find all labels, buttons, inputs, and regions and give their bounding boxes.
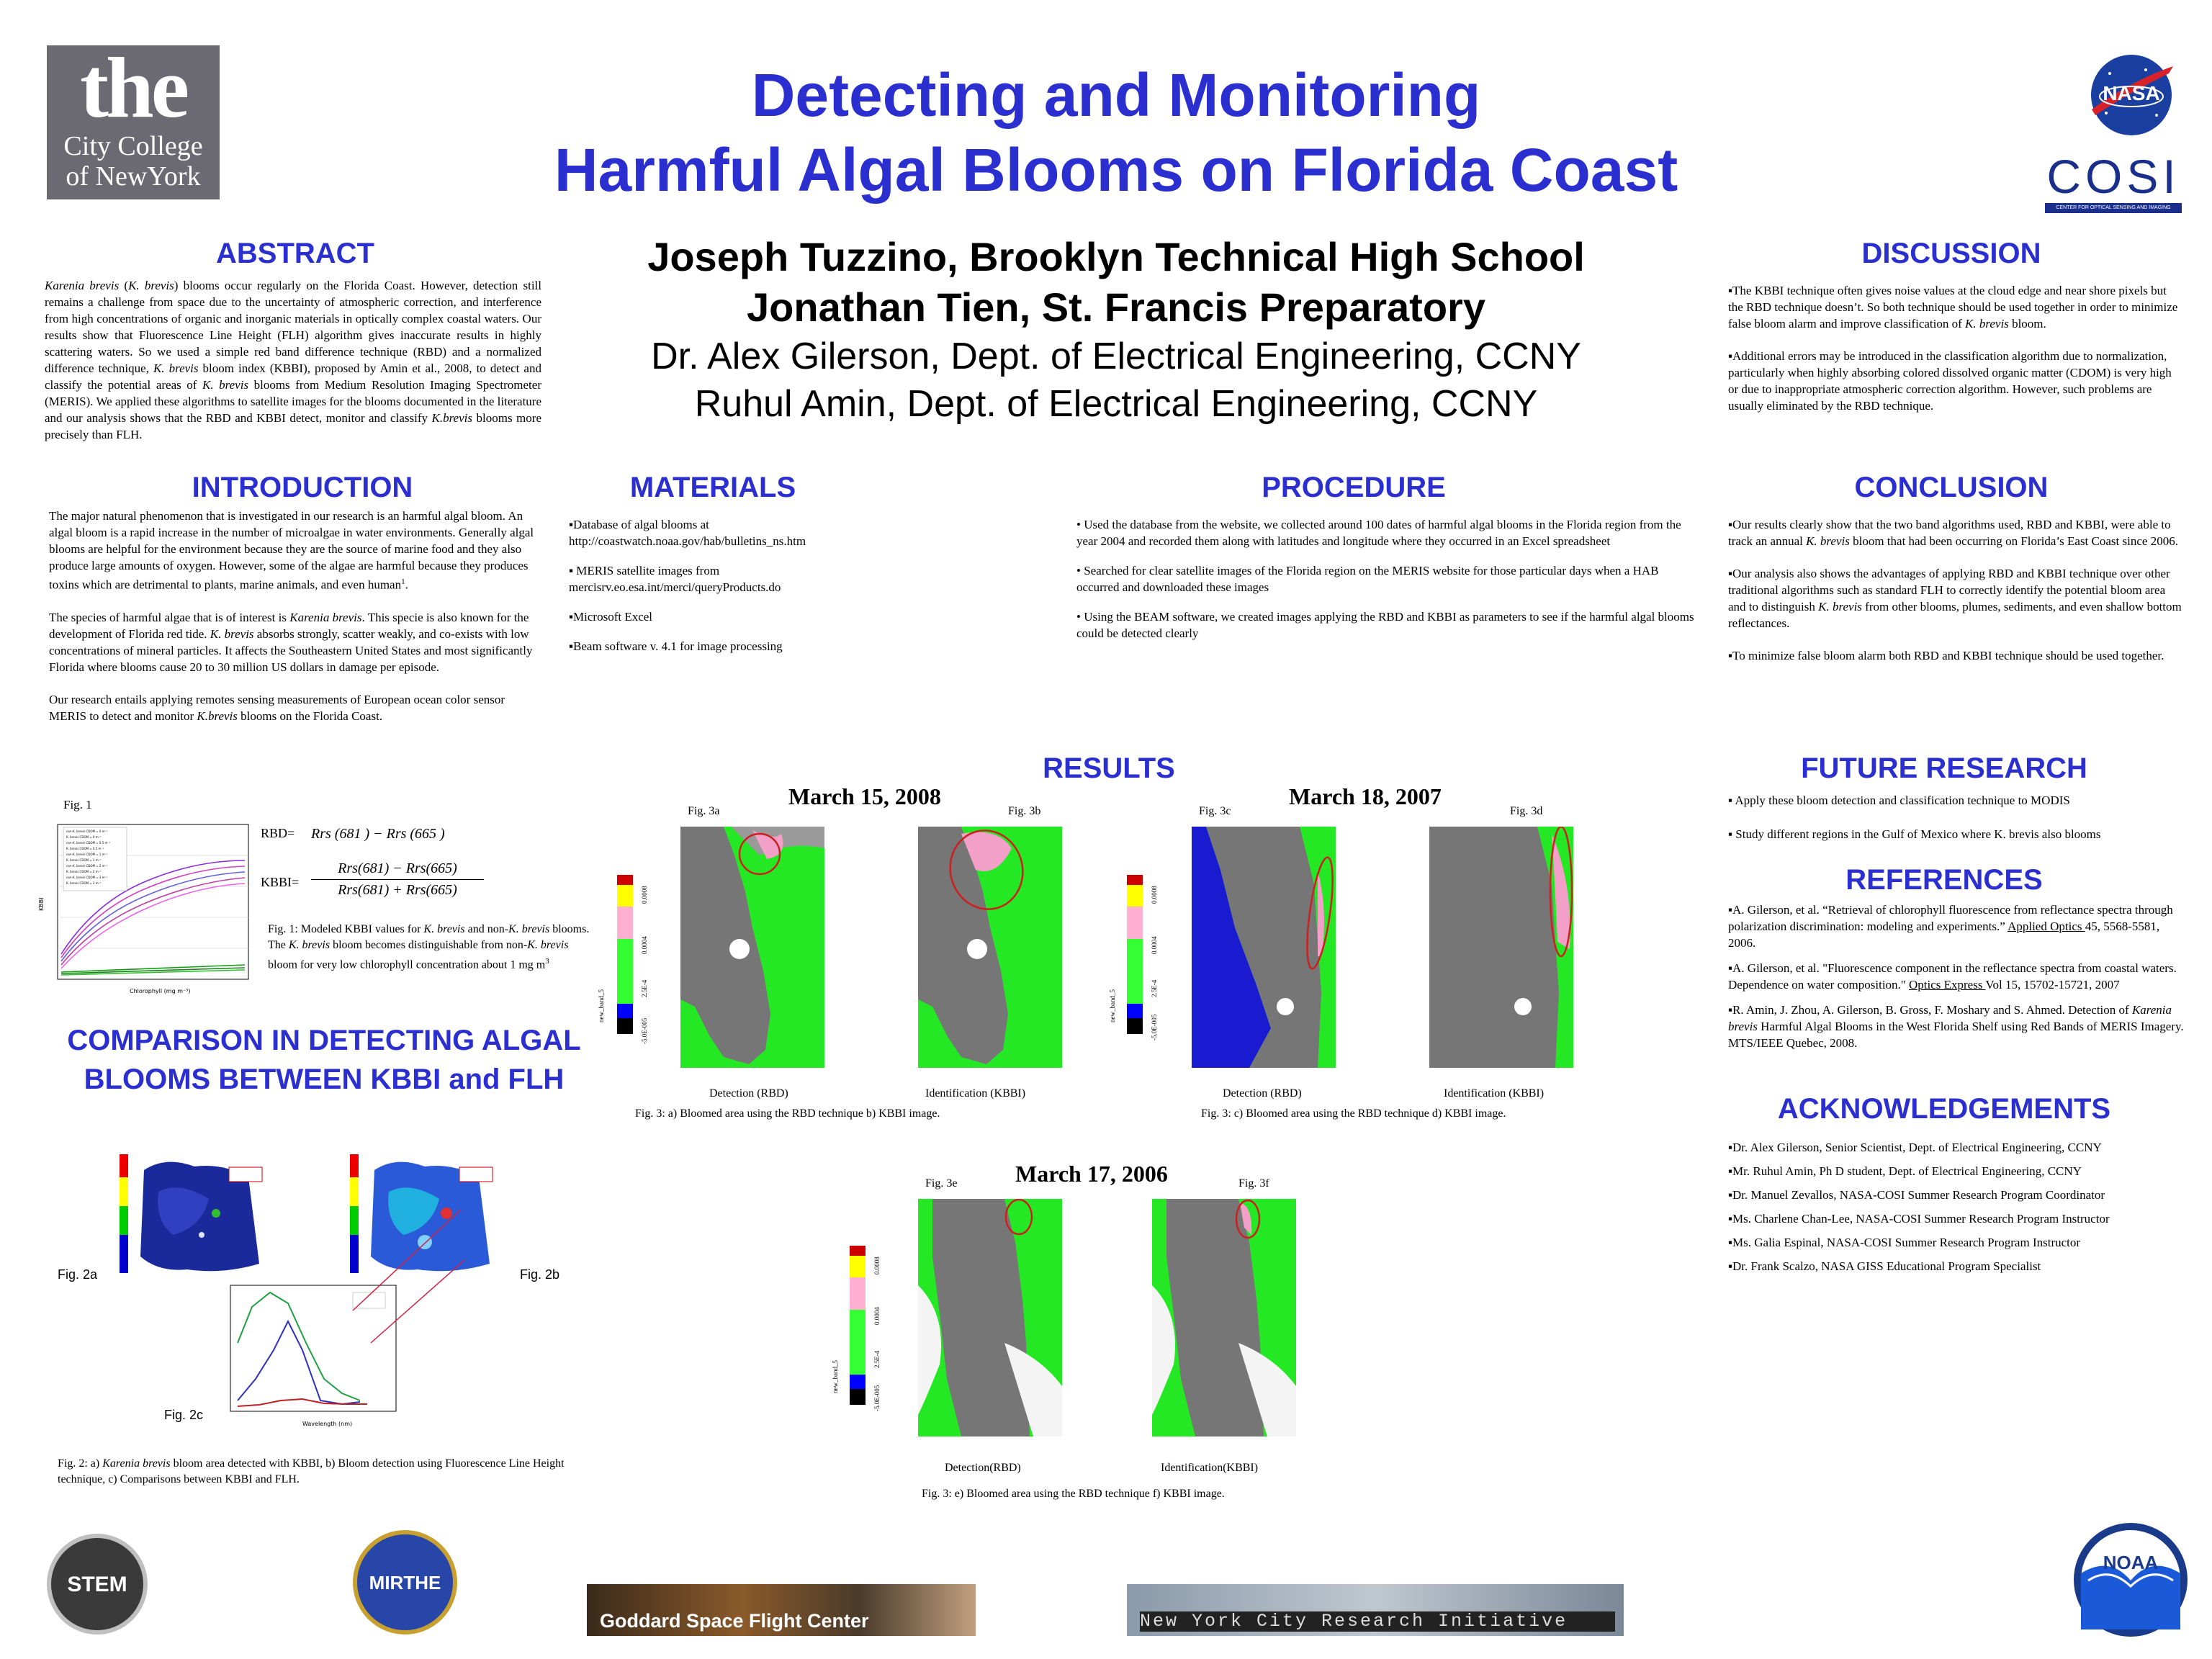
ref-frag: ▪A. Gilerson, et al. "Fluorescence component in the reflectance spectra from coastal waters. Dependence on water composition." (1728, 961, 2177, 992)
fig1-legend-entry: K. brevis CDOM = 0.5 m⁻¹ (66, 847, 104, 850)
references-text (1728, 902, 2189, 1067)
fig3ef-colorbar-label: new_band_5 (832, 1360, 839, 1393)
fig3b-image (918, 827, 1062, 1068)
fig2c-xlabel: Wavelength (nm) (302, 1421, 353, 1427)
materials-heading: MATERIALS (629, 472, 796, 503)
abstract-frag: blooms more precisely than FLH. (45, 411, 541, 441)
kbbi-label: KBBI= (261, 875, 300, 889)
abstract-heading: ABSTRACT (216, 238, 374, 269)
fig2a-label: Fig. 2a (58, 1267, 98, 1282)
fig1-xlabel: Chlorophyll (mg m⁻³) (130, 988, 191, 994)
fig3b-label: Fig. 3b (1008, 805, 1041, 817)
fig3ab-colorbar-tick: 0.0008 (641, 886, 648, 904)
abstract-frag: K. brevis (202, 378, 249, 392)
intro-frag: Our research entails applying remotes sensing measurements of European ocean color sensor MERIS to detect and monitor (49, 692, 505, 723)
fig3f-label: Fig. 3f (1238, 1177, 1269, 1190)
fig3c-image (1192, 827, 1336, 1068)
introduction-text (49, 508, 539, 740)
intro-frag: Karenia brevis (289, 610, 362, 624)
fig3c-label: Fig. 3c (1199, 805, 1231, 817)
fig1-chart-svg (36, 817, 252, 997)
ccny-logo-line1: City College (63, 131, 203, 161)
abstract-frag: K. brevis (153, 361, 199, 375)
fig3a-image (680, 827, 824, 1068)
fig1-cap-frag: and non- (464, 923, 509, 935)
ref-frag: 45, 5568-5581, 2006. (1728, 920, 2160, 950)
stem-logo-text: STEM (67, 1573, 127, 1596)
ccny-logo-the: the (80, 40, 186, 135)
conc-frag: K. brevis (1806, 534, 1850, 548)
reference-item (1728, 1002, 2189, 1051)
poster-title (446, 58, 1786, 207)
discussion-paragraph-1 (1728, 282, 2182, 332)
fig3cd-colorbar-tick: 2.5E-4 (1151, 979, 1158, 997)
fig1-cap-frag: K. brevis (508, 923, 550, 935)
rbd-formula: Rrs (681 ) − Rrs (665 ) (311, 826, 445, 842)
abstract-frag: ( (119, 279, 129, 292)
fig2b-label: Fig. 2b (520, 1267, 560, 1282)
abstract-frag: blooms from Medium Resolution Imaging Spectrometer (MERIS). We applied these algorithms to satellite images for the blooms documented in the literature and our analysis shows that the RBD and KBBI detect, monitor and classify (45, 378, 541, 425)
rbd-label: RBD= (261, 826, 295, 840)
fig3f-sublabel: Identification(KBBI) (1161, 1462, 1259, 1474)
acknowledgement-item: ▪Ms. Charlene Chan-Lee, NASA-COSI Summer Research Program Instructor (1728, 1212, 2110, 1226)
ref-frag: Vol 15, 15702-15721, 2007 (1985, 978, 2120, 992)
intro-paragraph-1 (49, 508, 539, 593)
reference-item (1728, 902, 2189, 951)
future-item: ▪ Apply these bloom detection and classification technique to MODIS (1728, 793, 2070, 807)
fig3d-sublabel: Identification (KBBI) (1444, 1087, 1545, 1100)
procedure-list (1076, 516, 1696, 655)
fig1-cap-frag: blooms. The (268, 923, 590, 951)
author-4: Ruhul Amin, Dept. of Electrical Engineering, CCNY (694, 383, 1538, 425)
fig3c-sublabel: Detection (RBD) (1223, 1087, 1302, 1100)
conc-frag: K. brevis (1818, 600, 1862, 613)
fig1-cap-frag: Fig. 1: Modeled KBBI values for (268, 923, 424, 935)
fig3b-map-svg (918, 827, 1062, 1068)
fig1-legend-entry: K. brevis CDOM = 3 m⁻¹ (66, 881, 102, 885)
fig1-legend-entry: non-K. brevis CDOM = 2 m⁻¹ (66, 864, 108, 868)
intro-frag: K.brevis (197, 709, 238, 723)
kbbi-formula (311, 860, 484, 899)
acknowledgements-list (1728, 1139, 2131, 1287)
kbbi-numerator: Rrs(681) − Rrs(665) (311, 860, 484, 880)
materials-item: ▪Database of algal blooms at http://coastwatch.noaa.gov/hab/bulletins_ns.htm (569, 518, 806, 548)
fig1-cap-frag: K. brevis (288, 939, 331, 951)
fig3e-label: Fig. 3e (925, 1177, 958, 1190)
future-research-list (1728, 792, 2189, 855)
discussion-paragraph-2: ▪Additional errors may be introduced in the classification algorithm due to normalization, particularly when highly absorbing colored dissolved organic matter (CDOM) is very high or due to inappropriate atmospheric correction algorithm. However, such problems are usually eliminated by the RBD technique. (1728, 349, 2172, 413)
abstract-frag: K.brevis (431, 411, 472, 425)
title-line-2: Harmful Algal Blooms on Florida Coast (554, 136, 1678, 204)
fig2-connector-lines (216, 1181, 518, 1354)
mirthe-logo-text: MIRTHE (369, 1572, 441, 1593)
fig3e-sublabel: Detection(RBD) (945, 1462, 1021, 1474)
fig2-cap-frag: Fig. 2: a) (58, 1457, 103, 1470)
fig3f-map-svg (1152, 1199, 1296, 1437)
materials-item: ▪Microsoft Excel (569, 610, 653, 624)
acknowledgement-item: ▪Dr. Frank Scalzo, NASA GISS Educational Program Specialist (1728, 1259, 2041, 1273)
fig3cd-caption: Fig. 3: c) Bloomed area using the RBD technique d) KBBI image. (1201, 1107, 1506, 1120)
ref-frag: ▪A. Gilerson, et al. “Retrieval of chlorophyll fluorescence from reflectance spectra through polarization discrimination: modeling and experiments.” (1728, 903, 2173, 933)
conclusion-text (1728, 516, 2182, 680)
results-date-3: March 17, 2006 (1015, 1161, 1168, 1187)
fig3cd-colorbar-tick: 0.0004 (1151, 936, 1158, 954)
conclusion-paragraph-2 (1728, 565, 2182, 631)
fig3ab-colorbar-tick: -5.0E-005 (641, 1017, 648, 1044)
fig2-caption (58, 1456, 612, 1488)
nasa-logo (2088, 52, 2175, 138)
intro-frag: The species of harmful algae that is of interest is (49, 610, 290, 624)
fig1-cap-frag: K. brevis (423, 923, 465, 935)
fig3d-image (1429, 827, 1573, 1068)
fig1-ylabel: KBBI (38, 897, 45, 911)
fig3ab-colorbar-tick: 2.5E-4 (641, 979, 648, 997)
fig3ab-colorbar-label: new_band_5 (598, 989, 605, 1022)
fig1-cap-frag: bloom becomes distinguishable from non- (330, 939, 528, 951)
fig3e-image (918, 1199, 1062, 1437)
fig1-legend-entry: non-K. brevis CDOM = 0.5 m⁻¹ (66, 841, 111, 845)
title-line-1: Detecting and Monitoring (751, 61, 1481, 129)
author-list (576, 232, 1656, 428)
fig3ef-colorbar (850, 1246, 866, 1411)
fig3cd-colorbar-label: new_band_5 (1109, 989, 1116, 1022)
abstract-frag: K. brevis (128, 279, 174, 292)
intro-paragraph-2 (49, 609, 539, 675)
comparison-heading (36, 1021, 612, 1099)
intro-frag: K. brevis (210, 626, 254, 641)
mirthe-logo (353, 1530, 457, 1635)
kbbi-denominator: Rrs(681) + Rrs(665) (338, 882, 457, 898)
fig3ab-caption: Fig. 3: a) Bloomed area using the RBD technique b) KBBI image. (635, 1107, 940, 1120)
ref-frag: Applied Optics (2008, 920, 2085, 933)
future-item: ▪ Study different regions in the Gulf of Mexico where K. brevis also blooms (1728, 827, 2101, 841)
author-1: Joseph Tuzzino, Brooklyn Technical High School (647, 234, 1585, 279)
intro-frag: blooms on the Florida Coast. (237, 709, 383, 723)
discussion-heading: DISCUSSION (1861, 238, 2041, 269)
fig3a-label: Fig. 3a (688, 805, 720, 817)
intro-frag: absorbs strongly, scatter weakly, and co-exists with low concentrations of mineral particles. It affects the Southeastern United States and most significantly Florida where blooms cause 20 to 30 million US dollars in damage per episode. (49, 626, 533, 674)
disc-frag: bloom. (2008, 317, 2046, 331)
comparison-heading-line-1: COMPARISON IN DETECTING ALGAL (67, 1025, 581, 1056)
author-2: Jonathan Tien, St. Francis Preparatory (747, 284, 1485, 330)
noaa-logo-text: NOAA (2103, 1552, 2159, 1573)
cosi-logo (2045, 151, 2182, 216)
conc-frag: ▪Our analysis also shows the advantages of applying RBD and KBBI technique over other traditional algorithms such as standard FLH to correctly identify the potential bloom area and to distinguish (1728, 567, 2170, 613)
references-heading: REFERENCES (1845, 864, 2043, 896)
fig1-cap-frag: 3 (545, 957, 549, 966)
acknowledgement-item: ▪Dr. Manuel Zevallos, NASA-COSI Summer Research Program Coordinator (1728, 1188, 2105, 1202)
disc-frag: ▪The KBBI technique often gives noise values at the cloud edge and near shore pixels but the RBD technique doesn’t. So both technique should be used together in order to minimize false bloom alarm and improve classification of (1728, 284, 2178, 331)
fig3b-sublabel: Identification (KBBI) (925, 1087, 1026, 1100)
reference-item (1728, 960, 2189, 993)
author-3: Dr. Alex Gilerson, Dept. of Electrical Engineering, CCNY (651, 336, 1581, 377)
abstract-frag: Karenia brevis (45, 279, 120, 292)
fig3ef-colorbar-tick: 2.5E-4 (873, 1350, 881, 1368)
abstract-frag: ) blooms occur regularly on the Florida Coast. However, detection still remains a challenge from space due to the uncertainty of atmospheric correction, and interference from high concentrations of organic and inorganic materials in optically complex coastal waters. Our results show that Fluorescence Line Height (FLH) algorithm gives inaccurate results in highly scattering waters. So we used a simple red band difference technique (RBD) and a normalized difference technique, (45, 279, 542, 375)
conclusion-heading: CONCLUSION (1854, 472, 2049, 503)
fig1-cap-frag: bloom for very low chlorophyll concentration about 1 mg m (268, 958, 546, 971)
materials-item: ▪ MERIS satellite images from mercisrv.eo.esa.int/merci/queryProducts.do (569, 564, 781, 594)
fig1-cap-frag: K. brevis (527, 939, 569, 951)
conclusion-paragraph-3: ▪To minimize false bloom alarm both RBD and KBBI technique should be used together. (1728, 649, 2164, 662)
ccny-logo-line2: of NewYork (66, 161, 201, 192)
fig1-legend-entry: K. brevis CDOM = 1 m⁻¹ (66, 858, 102, 862)
acknowledgement-item: ▪Dr. Alex Gilerson, Senior Scientist, Dept. of Electrical Engineering, CCNY (1728, 1141, 2102, 1154)
fig3c-map-svg (1192, 827, 1336, 1068)
fig2c-label: Fig. 2c (164, 1408, 204, 1422)
intro-frag: . (405, 577, 408, 592)
ccny-logo (47, 40, 220, 199)
fig3ab-colorbar (617, 875, 633, 1044)
fig3ef-caption: Fig. 3: e) Bloomed area using the RBD technique f) KBBI image. (922, 1488, 1225, 1500)
cosi-logo-text: COSI (2046, 150, 2180, 203)
fig3ef-colorbar-tick: -5.0E-005 (873, 1385, 881, 1411)
fig3d-label: Fig. 3d (1510, 805, 1543, 817)
nasa-logo-text: NASA (2103, 82, 2160, 104)
intro-frag: The major natural phenomenon that is investigated in our research is an harmful algal bloom. An algal bloom is a rapid increase in the number of microalgae in water environments. Generally algal blooms are helpful for the environment because they are the source of marine food and they also produce large amounts of oxygen. However, some of the algae are harmful because they produces toxins which are detrimental to plants, marine animals, and even human (49, 509, 534, 592)
fig3cd-colorbar-tick: -5.0E-005 (1151, 1014, 1158, 1040)
goddard-banner (587, 1584, 976, 1636)
acknowledgements-heading: ACKNOWLEDGEMENTS (1777, 1093, 2111, 1125)
abstract-text (45, 277, 541, 443)
conc-frag: bloom that had been occurring on Florida’s East Coast since 2006. (1849, 534, 2178, 548)
acknowledgement-item: ▪Mr. Ruhul Amin, Ph D student, Dept. of Electrical Engineering, CCNY (1728, 1164, 2082, 1178)
conclusion-paragraph-1 (1728, 516, 2182, 549)
cosi-logo-subtitle: CENTER FOR OPTICAL SENSING AND IMAGING (2045, 203, 2182, 213)
future-research-heading: FUTURE RESEARCH (1801, 752, 2087, 784)
fig3a-sublabel: Detection (RBD) (709, 1087, 788, 1100)
fig1-legend-entry: non-K. brevis CDOM = 3 m⁻¹ (66, 876, 108, 879)
fig1-legend-entry: non-K. brevis CDOM = 1 m⁻¹ (66, 853, 108, 856)
results-heading: RESULTS (1043, 752, 1175, 784)
procedure-item: • Used the database from the website, we collected around 100 dates of harmful algal blooms in the Florida region from the year 2004 and recorded them along with latitudes and longitude where they occurred in an Excel spreadsheet (1076, 518, 1681, 548)
ref-frag: Optics Express (1909, 978, 1986, 992)
fig2-cap-frag: Karenia brevis (102, 1457, 171, 1470)
goddard-banner-text: Goddard Space Flight Center (600, 1610, 869, 1632)
materials-list (569, 516, 886, 667)
intro-paragraph-3 (49, 691, 539, 724)
fig1-legend-entry: K. brevis CDOM = 0 m⁻¹ (66, 835, 102, 839)
fig3ef-colorbar-tick: 0.0004 (873, 1307, 881, 1325)
acknowledgement-item: ▪Ms. Galia Espinal, NASA-COSI Summer Research Program Instructor (1728, 1236, 2081, 1249)
comparison-heading-line-2: BLOOMS BETWEEN KBBI and FLH (84, 1064, 565, 1095)
fig1-chart (36, 817, 252, 997)
fig3cd-colorbar (1127, 875, 1143, 1040)
noaa-seagull-icon (2081, 1530, 2180, 1629)
nycri-banner-text: New York City Research Initiative (1140, 1611, 1615, 1632)
nycri-banner (1127, 1584, 1624, 1636)
noaa-logo (2074, 1523, 2188, 1637)
fig2-cap-frag: bloom area detected with KBBI, b) Bloom detection using Fluorescence Line Height technique, c) Comparisons between KBBI and FLH. (58, 1457, 565, 1485)
fig1-label: Fig. 1 (63, 798, 92, 811)
fig3f-image (1152, 1199, 1296, 1437)
procedure-item: • Using the BEAM software, we created images applying the RBD and KBBI as parameters to see if the harmful algal blooms could be detected clearly (1076, 610, 1694, 640)
disc-frag: K. brevis (1965, 317, 2009, 331)
abstract-frag: bloom index (KBBI), proposed by Amin et al., 2008, to detect and classify the potential areas of (45, 361, 541, 392)
introduction-heading: INTRODUCTION (192, 472, 413, 503)
fig3ab-colorbar-tick: 0.0004 (641, 936, 648, 954)
discussion-text (1728, 282, 2182, 430)
results-date-2: March 18, 2007 (1289, 783, 1442, 809)
fig1-caption (268, 922, 592, 973)
fig3ef-colorbar-tick: 0.0008 (873, 1256, 881, 1274)
results-date-1: March 15, 2008 (788, 783, 941, 809)
intro-frag: . This specie is also known for the development of Florida red tide. (49, 610, 529, 641)
intro-frag: 1 (401, 577, 405, 586)
fig1-legend-entry: K. brevis CDOM = 2 m⁻¹ (66, 870, 102, 873)
conc-frag: from other blooms, plumes, sediments, and even shallow bottom reflectances. (1728, 600, 2182, 630)
procedure-item: • Searched for clear satellite images of the Florida region on the MERIS website for those particular days when a HAB occurred and downloaded these images (1076, 564, 1659, 594)
procedure-heading: PROCEDURE (1262, 472, 1446, 503)
ref-frag: ▪R. Amin, J. Zhou, A. Gilerson, B. Gross, F. Moshary and S. Ahmed. Detection of (1728, 1003, 2132, 1017)
ref-frag: Karenia brevis (1728, 1003, 2172, 1033)
fig3cd-colorbar-tick: 0.0008 (1151, 886, 1158, 904)
fig3a-map-svg (680, 827, 824, 1068)
fig1-legend-entry: non-K. brevis CDOM = 0 m⁻¹ (66, 830, 108, 833)
fig3e-map-svg (918, 1199, 1062, 1437)
conc-frag: ▪Our results clearly show that the two band algorithms used, RBD and KBBI, were able to track an annual (1728, 518, 2171, 548)
fig3d-map-svg (1429, 827, 1573, 1068)
ref-frag: Harmful Algal Blooms in the West Florida Shelf using Red Bands of MERIS Imagery. MTS/IEEE Quebec, 2008. (1728, 1020, 2184, 1050)
stem-logo (47, 1534, 148, 1635)
materials-item: ▪Beam software v. 4.1 for image processing (569, 639, 783, 653)
